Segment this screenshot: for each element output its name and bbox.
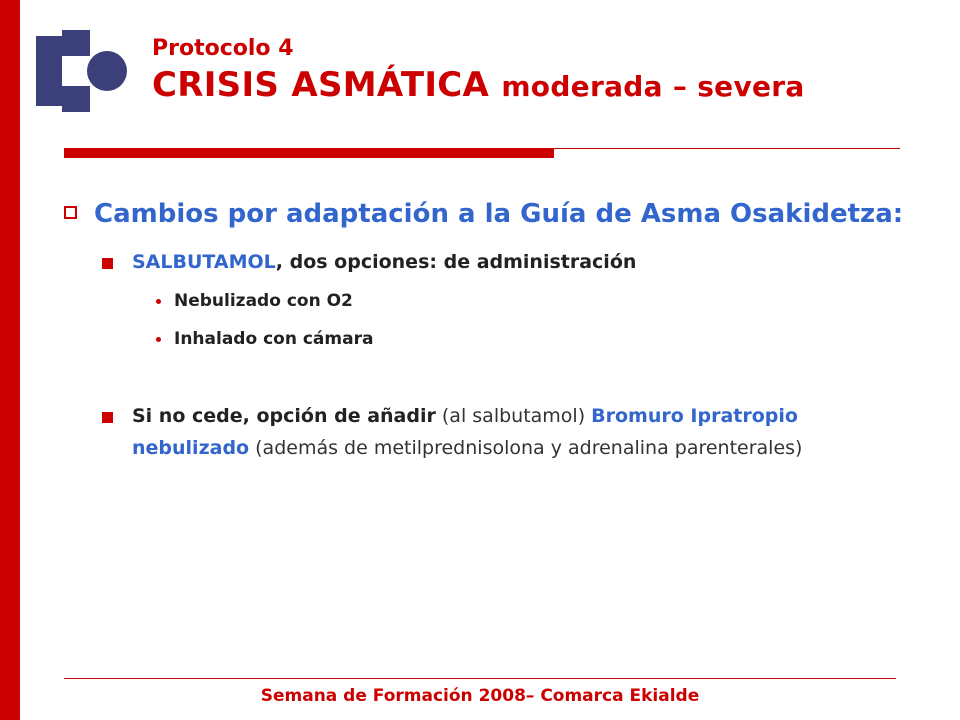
footer-divider (64, 678, 896, 679)
bromuro-text-2: (al salbutamol) (435, 405, 592, 427)
square-bullet-icon (102, 258, 113, 269)
slide-title (152, 34, 805, 108)
square-bullet-icon (102, 412, 113, 423)
section-heading: Cambios por adaptación a la Guía de Asma Osakidetza: (94, 199, 904, 229)
protocol-number: Protocolo 4 (152, 36, 294, 61)
title-main: CRISIS ASMÁTICA (152, 65, 490, 105)
box-bullet-icon (64, 206, 77, 219)
dot-bullet-icon (156, 299, 161, 304)
bullet-item-bromuro (132, 400, 910, 464)
bullet-item-salbutamol (132, 246, 910, 278)
title-divider-thick (64, 148, 554, 158)
slide-content (60, 194, 910, 464)
osakidetza-logo-icon (36, 30, 128, 112)
section-heading-item (60, 194, 910, 234)
title-sub: moderada – severa (501, 70, 805, 103)
subitem-inhalado (174, 326, 910, 352)
subitem-text: Nebulizado con O2 (174, 291, 353, 311)
subitem-nebulizado (174, 288, 910, 314)
left-accent-bar (0, 0, 20, 720)
dot-bullet-icon (156, 337, 161, 342)
bromuro-drug: Bromuro Ipratropio nebulizado (132, 405, 798, 459)
salbutamol-label: SALBUTAMOL (132, 251, 276, 273)
title-main-line (152, 64, 805, 108)
bromuro-text-1: Si no cede, opción de añadir (132, 405, 436, 427)
footer-text: Semana de Formación 2008– Comarca Ekialde (260, 686, 700, 706)
subitem-text: Inhalado con cámara (174, 329, 374, 349)
salbutamol-text: , dos opciones: de administración (275, 251, 637, 273)
title-divider-thin (554, 148, 900, 149)
bromuro-text-4: (además de metilprednisolona y adrenalina parenterales) (249, 437, 803, 459)
